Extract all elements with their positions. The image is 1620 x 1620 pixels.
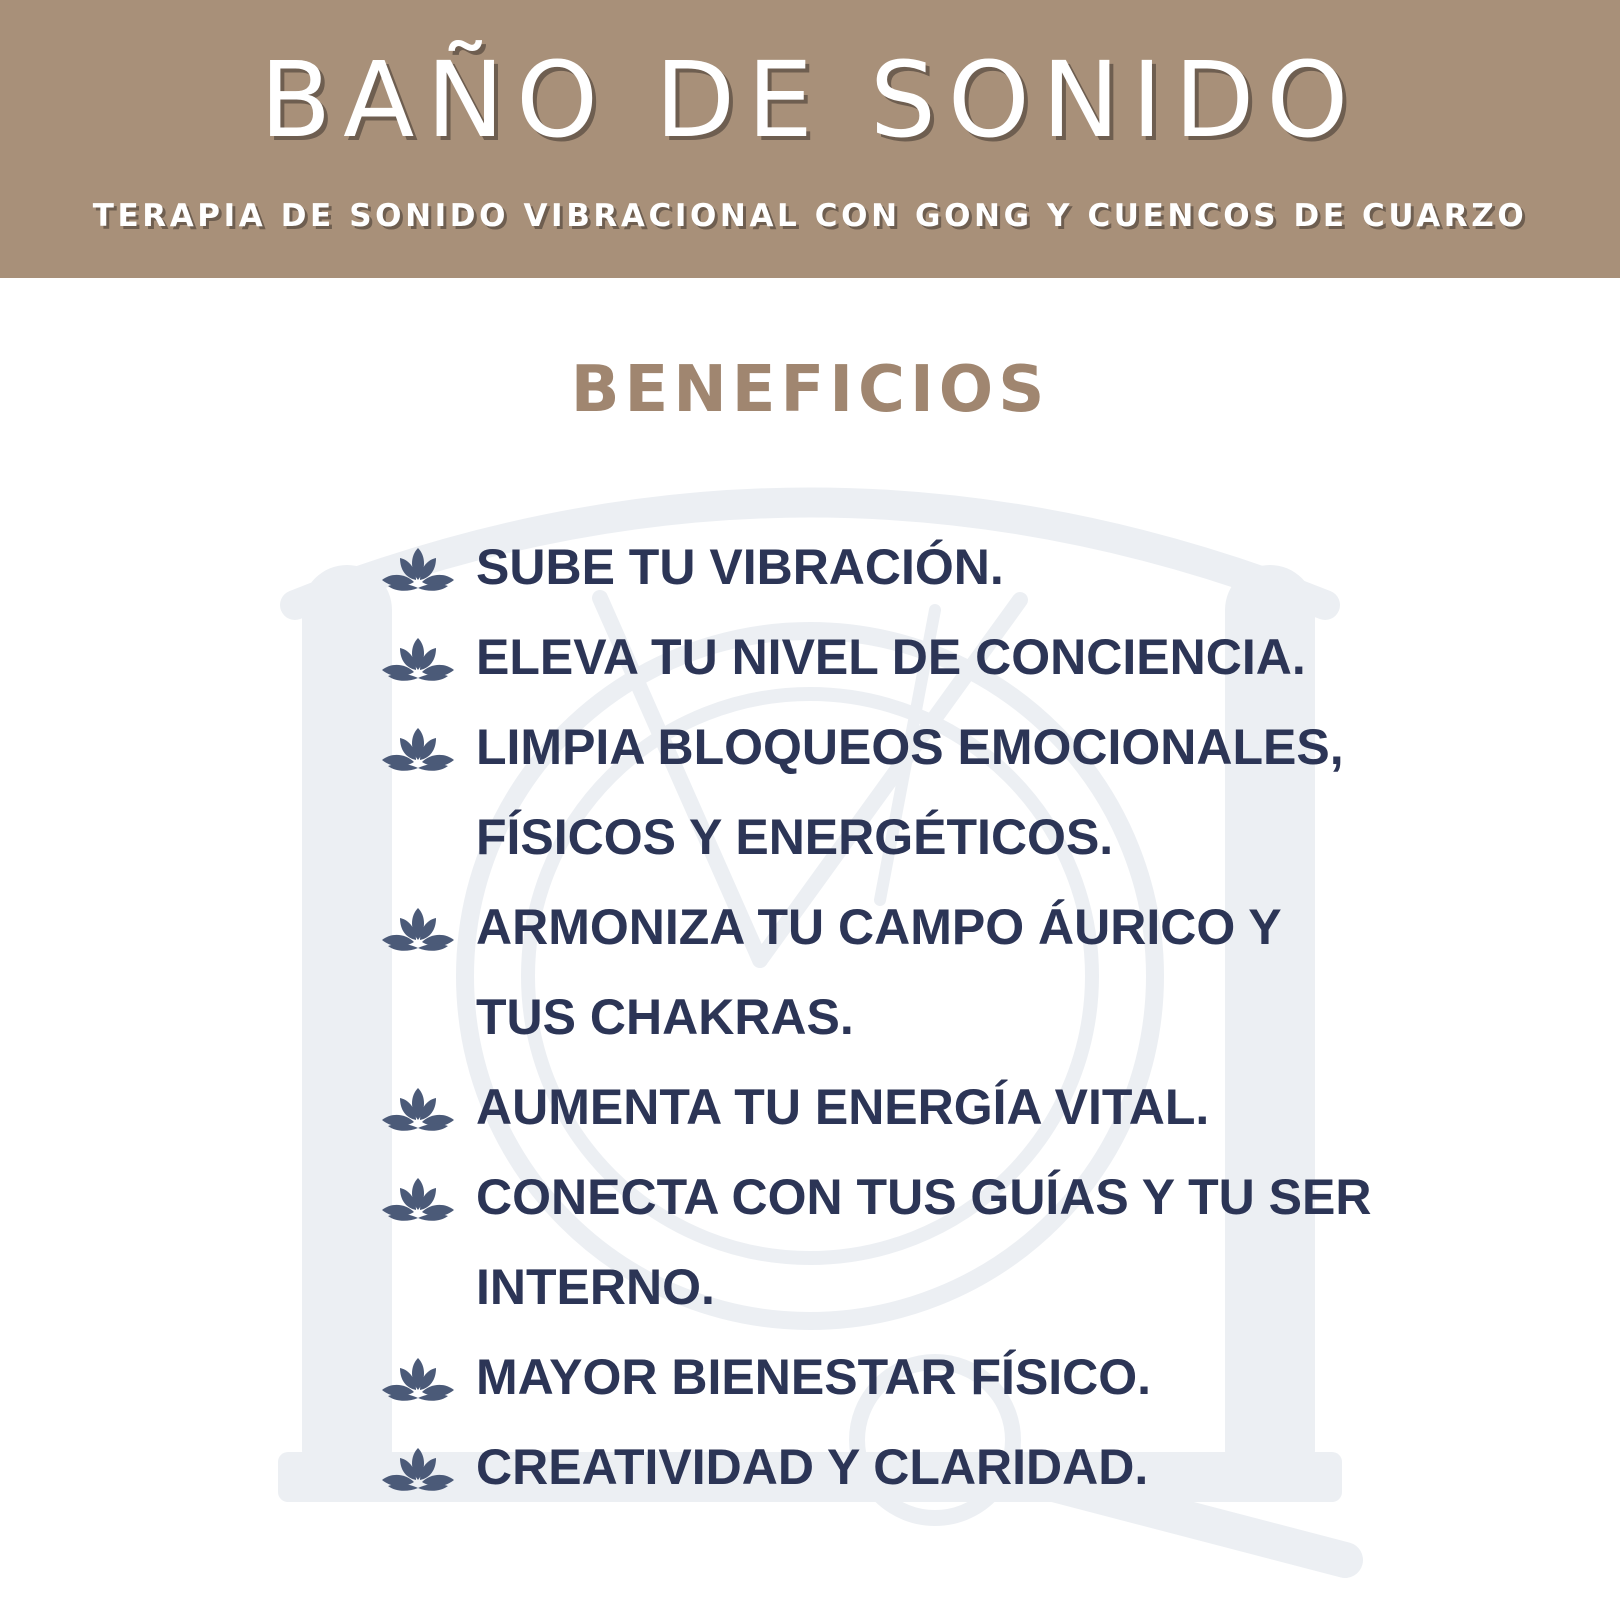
list-item [380,1332,1580,1422]
list-item [380,522,1580,612]
lotus-icon [380,1354,456,1402]
list-item [380,702,1580,882]
list-item [380,1152,1580,1332]
benefit-line: SUBE TU VIBRACIÓN. [476,539,1004,595]
benefit-line: CREATIVIDAD Y CLARIDAD. [476,1439,1149,1495]
benefit-line: AUMENTA TU ENERGÍA VITAL. [476,1079,1210,1135]
lotus-icon [380,904,456,952]
list-item [380,1422,1580,1512]
list-item [380,882,1580,1062]
lotus-icon [380,724,456,772]
list-item [380,1062,1580,1152]
benefit-line: ARMONIZA TU CAMPO ÁURICO Y [476,899,1282,955]
benefit-line: CONECTA CON TUS GUÍAS Y TU SER [476,1169,1372,1225]
benefit-line: TUS CHAKRAS. [476,989,854,1045]
lotus-icon [380,1444,456,1492]
lotus-icon [380,544,456,592]
list-item [380,612,1580,702]
benefit-line: INTERNO. [476,1259,715,1315]
section-title: BENEFICIOS [570,353,1050,427]
lotus-icon [380,634,456,682]
benefit-line: FÍSICOS Y ENERGÉTICOS. [476,809,1114,865]
benefit-line: ELEVA TU NIVEL DE CONCIENCIA. [476,629,1306,685]
lotus-icon [380,1084,456,1132]
page-title: BAÑO DE SONIDO [259,39,1361,161]
benefit-line: MAYOR BIENESTAR FÍSICO. [476,1349,1152,1405]
benefit-line: LIMPIA BLOQUEOS EMOCIONALES, [476,719,1344,775]
lotus-icon [380,1174,456,1222]
page-subtitle: TERAPIA DE SONIDO VIBRACIONAL CON GONG Y CUENCOS DE CUARZO [92,198,1528,234]
